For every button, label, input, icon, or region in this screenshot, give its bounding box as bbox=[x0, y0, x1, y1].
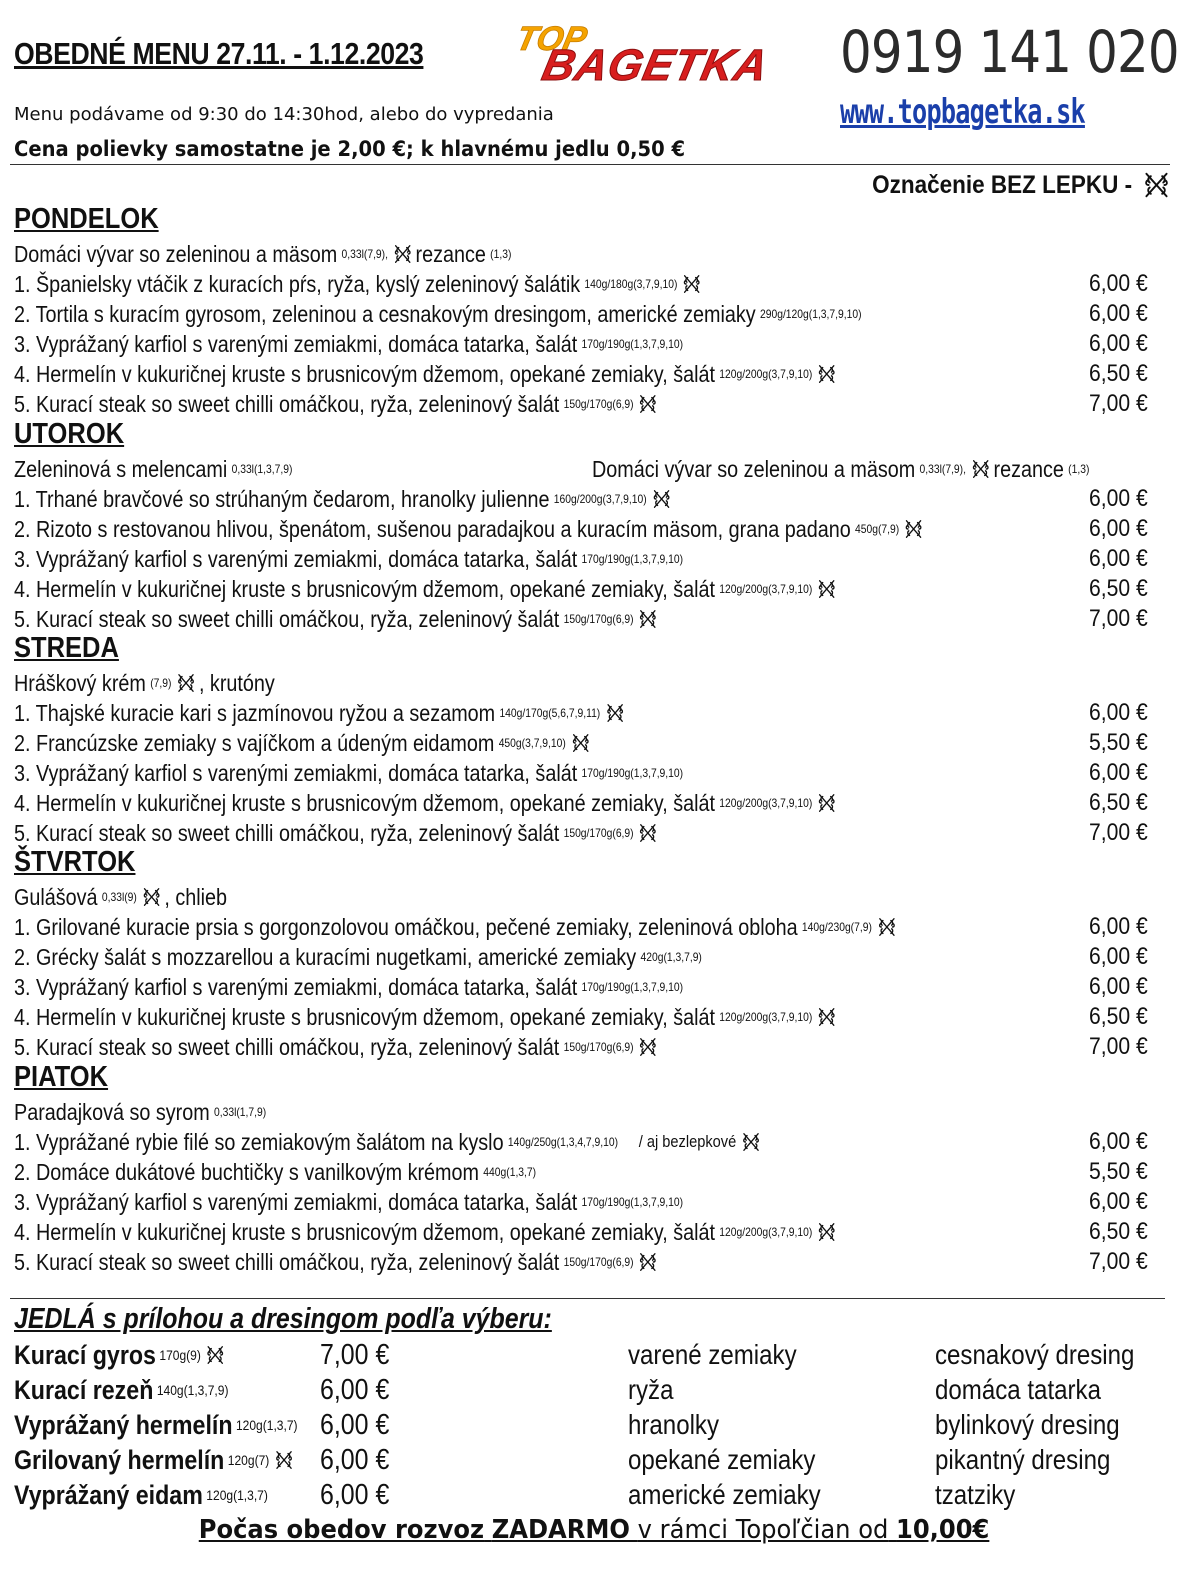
meal-name: 4. Hermelín v kukuričnej kruste s brusnicovým džemom, opekané zemiaky, šalát bbox=[14, 575, 715, 602]
meal-price: 6,00 € bbox=[1089, 973, 1148, 1000]
side-option: varené zemiaky bbox=[628, 1339, 797, 1370]
meal-item bbox=[14, 758, 792, 788]
soup-name: Paradajková so syrom bbox=[14, 1098, 210, 1125]
meal-text-wrap bbox=[14, 820, 658, 847]
soup-name: rezance bbox=[415, 240, 486, 267]
meal-allergens: 150g/170g(6,9) bbox=[563, 612, 634, 626]
soup-allergens: (1,3) bbox=[490, 247, 512, 261]
soup-name: , chlieb bbox=[164, 883, 228, 910]
side-dish-name: Vyprážaný hermelín bbox=[14, 1409, 233, 1440]
side-dish-name: Kurací rezeň bbox=[14, 1374, 154, 1405]
meal-allergens: 170g/190g(1,3,7,9,10) bbox=[581, 337, 684, 351]
meal-extra-note: / aj bezlepkové bbox=[638, 1132, 737, 1151]
meal-item bbox=[14, 942, 814, 972]
meal-text-wrap bbox=[14, 1129, 760, 1156]
meal-name: 3. Vyprážaný karfiol s varenými zemiakmi, domáca tatarka, šalát bbox=[14, 330, 578, 357]
soup-allergens: 0,33l(1,7,9) bbox=[213, 1105, 267, 1119]
soup-name: , krutóny bbox=[198, 669, 275, 696]
meal-allergens: 120g/200g(3,7,9,10) bbox=[719, 1225, 813, 1239]
side-dish bbox=[14, 1338, 225, 1372]
soup-text bbox=[14, 670, 275, 697]
dressing-option: cesnakový dresing bbox=[935, 1339, 1135, 1370]
side-dish-name: Grilovaný hermelín bbox=[14, 1444, 225, 1475]
meal-name: 1. Vyprážané rybie filé so zemiakovým šalátom na kyslo bbox=[14, 1128, 504, 1155]
soup-text bbox=[14, 241, 511, 268]
meal-text-wrap bbox=[14, 1159, 536, 1186]
dressing-option: pikantný dresing bbox=[935, 1444, 1111, 1475]
crossed-wheat-icon bbox=[817, 792, 836, 814]
meal-name: 5. Kurací steak so sweet chilli omáčkou, ryža, zeleninový šalát bbox=[14, 390, 560, 417]
meal-name: 2. Grécky šalát s mozzarellou a kuracími nugetkami, americké zemiaky bbox=[14, 943, 637, 970]
meal-price: 7,00 € bbox=[1089, 390, 1148, 417]
side-dish bbox=[14, 1373, 228, 1407]
header-divider bbox=[10, 164, 1170, 165]
meal-allergens: 160g/200g(3,7,9,10) bbox=[553, 492, 647, 506]
meal-name: 3. Vyprážaný karfiol s varenými zemiakmi, domáca tatarka, šalát bbox=[14, 1188, 578, 1215]
side-dish-allergens: 120g(1,3,7) bbox=[206, 1487, 268, 1503]
meal-allergens: 120g/200g(3,7,9,10) bbox=[719, 1010, 813, 1024]
meal-allergens: 140g/230g(7,9) bbox=[801, 920, 872, 934]
meal-text-wrap bbox=[14, 974, 683, 1001]
meal-item bbox=[14, 1157, 621, 1187]
meal-item bbox=[14, 329, 792, 359]
crossed-wheat-icon bbox=[639, 822, 658, 844]
soup-name: Domáci vývar so zeleninou a mäsom bbox=[592, 455, 916, 482]
meal-allergens: 150g/170g(6,9) bbox=[563, 397, 634, 411]
meal-allergens: 120g/200g(3,7,9,10) bbox=[719, 582, 813, 596]
crossed-wheat-icon bbox=[639, 608, 658, 630]
side-dish-allergens: 120g(1,3,7) bbox=[235, 1417, 298, 1433]
meal-name: 1. Trhané bravčové so strúhaným čedarom, hranolky julienne bbox=[14, 485, 550, 512]
soup-allergens: (7,9) bbox=[150, 676, 172, 690]
meal-item bbox=[14, 574, 970, 604]
gluten-free-legend-label: Označenie BEZ LEPKU - bbox=[872, 170, 1133, 199]
meal-price: 6,00 € bbox=[1089, 485, 1148, 512]
meal-name: 1. Thajské kuracie kari s jazmínovou ryžou a sezamom bbox=[14, 699, 496, 726]
delivery-minimum: 10,00€ bbox=[895, 1515, 990, 1545]
meal-price: 7,00 € bbox=[1089, 1248, 1148, 1275]
soup-line bbox=[14, 454, 338, 484]
crossed-wheat-icon bbox=[571, 732, 590, 754]
meal-item bbox=[14, 728, 684, 758]
meal-item bbox=[14, 788, 970, 818]
crossed-wheat-icon bbox=[817, 363, 836, 385]
meal-name: 2. Tortila s kuracím gyrosom, zeleninou a cesnakovým dresingom, americké zemiaky bbox=[14, 300, 756, 327]
phone-number[interactable]: 0919 141 020 bbox=[840, 18, 1179, 86]
meal-text-wrap bbox=[14, 1004, 836, 1031]
meal-item bbox=[14, 1127, 882, 1157]
side-dish-price: 6,00 € bbox=[320, 1443, 390, 1476]
meal-text-wrap bbox=[14, 486, 671, 513]
side-dish-name: Vyprážaný eidam bbox=[14, 1479, 203, 1510]
meal-text-wrap bbox=[14, 700, 624, 727]
meal-allergens: 440g(1,3,7) bbox=[483, 1165, 537, 1179]
day-heading: ŠTVRTOK bbox=[14, 846, 136, 878]
side-dish-price: 6,00 € bbox=[320, 1478, 390, 1511]
meal-text-wrap bbox=[14, 271, 701, 298]
side-dish-price: 6,00 € bbox=[320, 1373, 390, 1406]
dressing-option: tzatziky bbox=[935, 1479, 1016, 1510]
meal-text-wrap bbox=[14, 1249, 658, 1276]
meal-name: 5. Kurací steak so sweet chilli omáčkou, ryža, zeleninový šalát bbox=[14, 1033, 560, 1060]
meal-price: 6,50 € bbox=[1089, 1003, 1148, 1030]
meal-allergens: 120g/200g(3,7,9,10) bbox=[719, 367, 813, 381]
meal-allergens: 450g(7,9) bbox=[855, 522, 900, 536]
meal-item bbox=[14, 1247, 762, 1277]
day-heading: PONDELOK bbox=[14, 203, 159, 235]
sides-divider bbox=[10, 1298, 1165, 1299]
meal-allergens: 140g/250g(1,3,4,7,9,10) bbox=[507, 1135, 619, 1149]
soup-name: Gulášová bbox=[14, 883, 98, 910]
meal-allergens: 450g(3,7,9,10) bbox=[498, 736, 566, 750]
meal-text-wrap bbox=[14, 391, 658, 418]
meal-allergens: 150g/170g(6,9) bbox=[563, 1255, 634, 1269]
meal-name: 5. Kurací steak so sweet chilli omáčkou, ryža, zeleninový šalát bbox=[14, 819, 560, 846]
soup-name: Zeleninová s melencami bbox=[14, 455, 228, 482]
meal-allergens: 140g/180g(3,7,9,10) bbox=[584, 277, 678, 291]
meal-text-wrap bbox=[14, 790, 836, 817]
logo-top-text: TOP bbox=[512, 20, 591, 58]
crossed-wheat-icon bbox=[177, 672, 196, 694]
delivery-pre: Počas obedov rozvoz bbox=[198, 1515, 484, 1545]
meal-item bbox=[14, 1032, 762, 1062]
soup-allergens: 0,33l(9) bbox=[101, 890, 137, 904]
meal-price: 6,00 € bbox=[1089, 330, 1148, 357]
meal-text-wrap bbox=[14, 1219, 836, 1246]
meal-allergens: 170g/190g(1,3,7,9,10) bbox=[581, 766, 684, 780]
sides-title: JEDLÁ s prílohou a dresingom podľa výberu: bbox=[14, 1303, 552, 1335]
soup-text bbox=[14, 884, 227, 911]
meal-price: 6,50 € bbox=[1089, 360, 1148, 387]
meal-allergens: 170g/190g(1,3,7,9,10) bbox=[581, 1195, 684, 1209]
meal-name: 5. Kurací steak so sweet chilli omáčkou, ryža, zeleninový šalát bbox=[14, 1248, 560, 1275]
meal-price: 5,50 € bbox=[1089, 1158, 1148, 1185]
soup-allergens: 0,33l(7,9), bbox=[341, 247, 388, 261]
meal-price: 6,00 € bbox=[1089, 699, 1148, 726]
soup-line bbox=[14, 239, 592, 269]
meal-item bbox=[14, 1217, 970, 1247]
meal-price: 6,00 € bbox=[1089, 759, 1148, 786]
side-option: hranolky bbox=[628, 1409, 720, 1440]
meal-price: 6,00 € bbox=[1089, 515, 1148, 542]
crossed-wheat-icon bbox=[971, 458, 990, 480]
meal-price: 5,50 € bbox=[1089, 729, 1148, 756]
side-dish-price: 7,00 € bbox=[320, 1338, 390, 1371]
meal-price: 6,00 € bbox=[1089, 913, 1148, 940]
meal-item bbox=[14, 604, 762, 634]
meal-name: 4. Hermelín v kukuričnej kruste s brusnicovým džemom, opekané zemiaky, šalát bbox=[14, 789, 715, 816]
meal-item bbox=[14, 514, 1071, 544]
dressing-option: domáca tatarka bbox=[935, 1374, 1101, 1405]
logo-main-text: BAGETKA bbox=[538, 41, 773, 90]
soup-line bbox=[14, 882, 262, 912]
meal-name: 2. Rizoto s restovanou hlivou, špenátom, sušenou paradajkou a kuracím mäsom, grana padano bbox=[14, 515, 851, 542]
meal-price: 6,50 € bbox=[1089, 789, 1148, 816]
meal-text-wrap bbox=[14, 944, 702, 971]
crossed-wheat-icon bbox=[817, 1221, 836, 1243]
side-dish bbox=[14, 1443, 293, 1477]
website-link[interactable]: www.topbagetka.sk bbox=[840, 92, 1085, 132]
crossed-wheat-icon bbox=[817, 578, 836, 600]
meal-price: 7,00 € bbox=[1089, 1033, 1148, 1060]
side-dish-price: 6,00 € bbox=[320, 1408, 390, 1441]
meal-text-wrap bbox=[14, 606, 658, 633]
soup-text bbox=[14, 1099, 266, 1126]
crossed-wheat-icon bbox=[817, 1006, 836, 1028]
day-heading: UTOROK bbox=[14, 418, 125, 450]
meal-text-wrap bbox=[14, 1189, 683, 1216]
crossed-wheat-icon bbox=[142, 886, 161, 908]
crossed-wheat-icon bbox=[877, 916, 896, 938]
crossed-wheat-icon bbox=[683, 273, 702, 295]
soup-allergens: (1,3) bbox=[1068, 462, 1090, 476]
crossed-wheat-icon bbox=[741, 1131, 760, 1153]
meal-text-wrap bbox=[14, 576, 836, 603]
meal-name: 1. Španielsky vtáčik z kuracích pŕs, ryža, kyslý zeleninový šalátik bbox=[14, 270, 581, 297]
day-heading: PIATOK bbox=[14, 1061, 109, 1093]
meal-allergens: 170g/190g(1,3,7,9,10) bbox=[581, 980, 684, 994]
meal-price: 6,00 € bbox=[1089, 943, 1148, 970]
soup-name: rezance bbox=[993, 455, 1064, 482]
meal-name: 1. Grilované kuracie prsia s gorgonzolovou omáčkou, pečené zemiaky, zeleninová obloha bbox=[14, 913, 798, 940]
delivery-free: ZADARMO bbox=[491, 1515, 630, 1545]
crossed-wheat-icon bbox=[904, 518, 923, 540]
meal-price: 6,00 € bbox=[1089, 1128, 1148, 1155]
side-dish-allergens: 120g(7) bbox=[227, 1452, 270, 1468]
side-option: ryža bbox=[628, 1374, 674, 1405]
meal-text-wrap bbox=[14, 914, 896, 941]
side-dish-name: Kurací gyros bbox=[14, 1339, 156, 1370]
meal-item bbox=[14, 359, 970, 389]
soup-line bbox=[14, 1097, 307, 1127]
meal-allergens: 150g/170g(6,9) bbox=[563, 1040, 634, 1054]
meal-item bbox=[14, 818, 762, 848]
meal-text-wrap bbox=[14, 760, 683, 787]
meal-name: 4. Hermelín v kukuričnej kruste s brusnicovým džemom, opekané zemiaky, šalát bbox=[14, 1218, 715, 1245]
soup-allergens: 0,33l(7,9), bbox=[919, 462, 966, 476]
crossed-wheat-icon bbox=[639, 1036, 658, 1058]
soup-line bbox=[14, 668, 317, 698]
meal-item bbox=[14, 389, 762, 419]
meal-allergens: 290g/120g(1,3,7,9,10) bbox=[759, 307, 862, 321]
side-dish bbox=[14, 1408, 298, 1442]
meal-item bbox=[14, 698, 724, 728]
menu-title: OBEDNÉ MENU 27.11. - 1.12.2023 bbox=[14, 36, 424, 71]
meal-price: 6,00 € bbox=[1089, 1188, 1148, 1215]
meal-item bbox=[14, 269, 813, 299]
meal-item bbox=[14, 299, 1000, 329]
meal-name: 3. Vyprážaný karfiol s varenými zemiakmi, domáca tatarka, šalát bbox=[14, 545, 578, 572]
meal-allergens: 420g(1,3,7,9) bbox=[640, 950, 702, 964]
meal-text-wrap bbox=[14, 730, 590, 757]
meal-price: 6,00 € bbox=[1089, 545, 1148, 572]
meal-item bbox=[14, 1002, 970, 1032]
meal-allergens: 170g/190g(1,3,7,9,10) bbox=[581, 552, 684, 566]
side-option: americké zemiaky bbox=[628, 1479, 821, 1510]
meal-text-wrap bbox=[14, 1034, 658, 1061]
meal-item bbox=[14, 972, 792, 1002]
side-dish bbox=[14, 1478, 268, 1512]
meal-name: 5. Kurací steak so sweet chilli omáčkou, ryža, zeleninový šalát bbox=[14, 605, 560, 632]
soup-price-info: Cena polievky samostatne je 2,00 €; k hlavnému jedlu 0,50 € bbox=[14, 137, 686, 161]
meal-name: 4. Hermelín v kukuričnej kruste s brusnicovým džemom, opekané zemiaky, šalát bbox=[14, 1003, 715, 1030]
crossed-wheat-icon bbox=[652, 488, 671, 510]
soup-text bbox=[14, 456, 292, 483]
crossed-wheat-icon bbox=[274, 1449, 293, 1471]
side-dish-allergens: 170g(9) bbox=[159, 1347, 201, 1363]
soup-allergens: 0,33l(1,3,7,9) bbox=[231, 462, 293, 476]
meal-allergens: 120g/200g(3,7,9,10) bbox=[719, 796, 813, 810]
meal-name: 4. Hermelín v kukuričnej kruste s brusnicovým džemom, opekané zemiaky, šalát bbox=[14, 360, 715, 387]
meal-item bbox=[14, 1187, 792, 1217]
topbagetka-logo bbox=[505, 10, 785, 90]
soup-name: Hráškový krém bbox=[14, 669, 146, 696]
delivery-mid: v rámci Topoľčian od bbox=[637, 1515, 889, 1545]
side-dish-allergens: 140g(1,3,7,9) bbox=[156, 1382, 229, 1398]
meal-text-wrap bbox=[14, 546, 683, 573]
meal-price: 7,00 € bbox=[1089, 819, 1148, 846]
soup-line bbox=[592, 454, 1170, 484]
meal-price: 6,00 € bbox=[1089, 300, 1148, 327]
meal-allergens: 150g/170g(6,9) bbox=[563, 826, 634, 840]
meal-name: 3. Vyprážaný karfiol s varenými zemiakmi, domáca tatarka, šalát bbox=[14, 759, 578, 786]
meal-price: 6,00 € bbox=[1089, 270, 1148, 297]
meal-name: 3. Vyprážaný karfiol s varenými zemiakmi, domáca tatarka, šalát bbox=[14, 973, 578, 1000]
side-option: opekané zemiaky bbox=[628, 1444, 816, 1475]
dressing-option: bylinkový dresing bbox=[935, 1409, 1120, 1440]
meal-text-wrap bbox=[14, 361, 836, 388]
meal-price: 6,50 € bbox=[1089, 1218, 1148, 1245]
crossed-wheat-icon bbox=[639, 1251, 658, 1273]
meal-text-wrap bbox=[14, 301, 862, 328]
delivery-info bbox=[0, 1515, 1188, 1545]
meal-allergens: 140g/170g(5,6,7,9,11) bbox=[499, 706, 601, 720]
serving-hours: Menu podávame od 9:30 do 14:30hod, alebo do vypredania bbox=[14, 104, 554, 125]
gluten-free-legend bbox=[872, 170, 1170, 200]
meal-item bbox=[14, 484, 778, 514]
meal-name: 2. Domáce dukátové buchtičky s vanilkovým krémom bbox=[14, 1158, 480, 1185]
meal-name: 2. Francúzske zemiaky s vajíčkom a údeným eidamom bbox=[14, 729, 495, 756]
soup-text bbox=[592, 456, 1089, 483]
soup-name: Domáci vývar so zeleninou a mäsom bbox=[14, 240, 338, 267]
crossed-wheat-icon bbox=[393, 243, 412, 265]
crossed-wheat-icon bbox=[605, 702, 624, 724]
crossed-wheat-icon bbox=[1143, 170, 1170, 200]
meal-item bbox=[14, 912, 1040, 942]
meal-price: 6,50 € bbox=[1089, 575, 1148, 602]
meal-price: 7,00 € bbox=[1089, 605, 1148, 632]
crossed-wheat-icon bbox=[639, 393, 658, 415]
meal-item bbox=[14, 544, 792, 574]
meal-text-wrap bbox=[14, 331, 683, 358]
meal-text-wrap bbox=[14, 516, 923, 543]
day-heading: STREDA bbox=[14, 632, 119, 664]
crossed-wheat-icon bbox=[206, 1344, 225, 1366]
